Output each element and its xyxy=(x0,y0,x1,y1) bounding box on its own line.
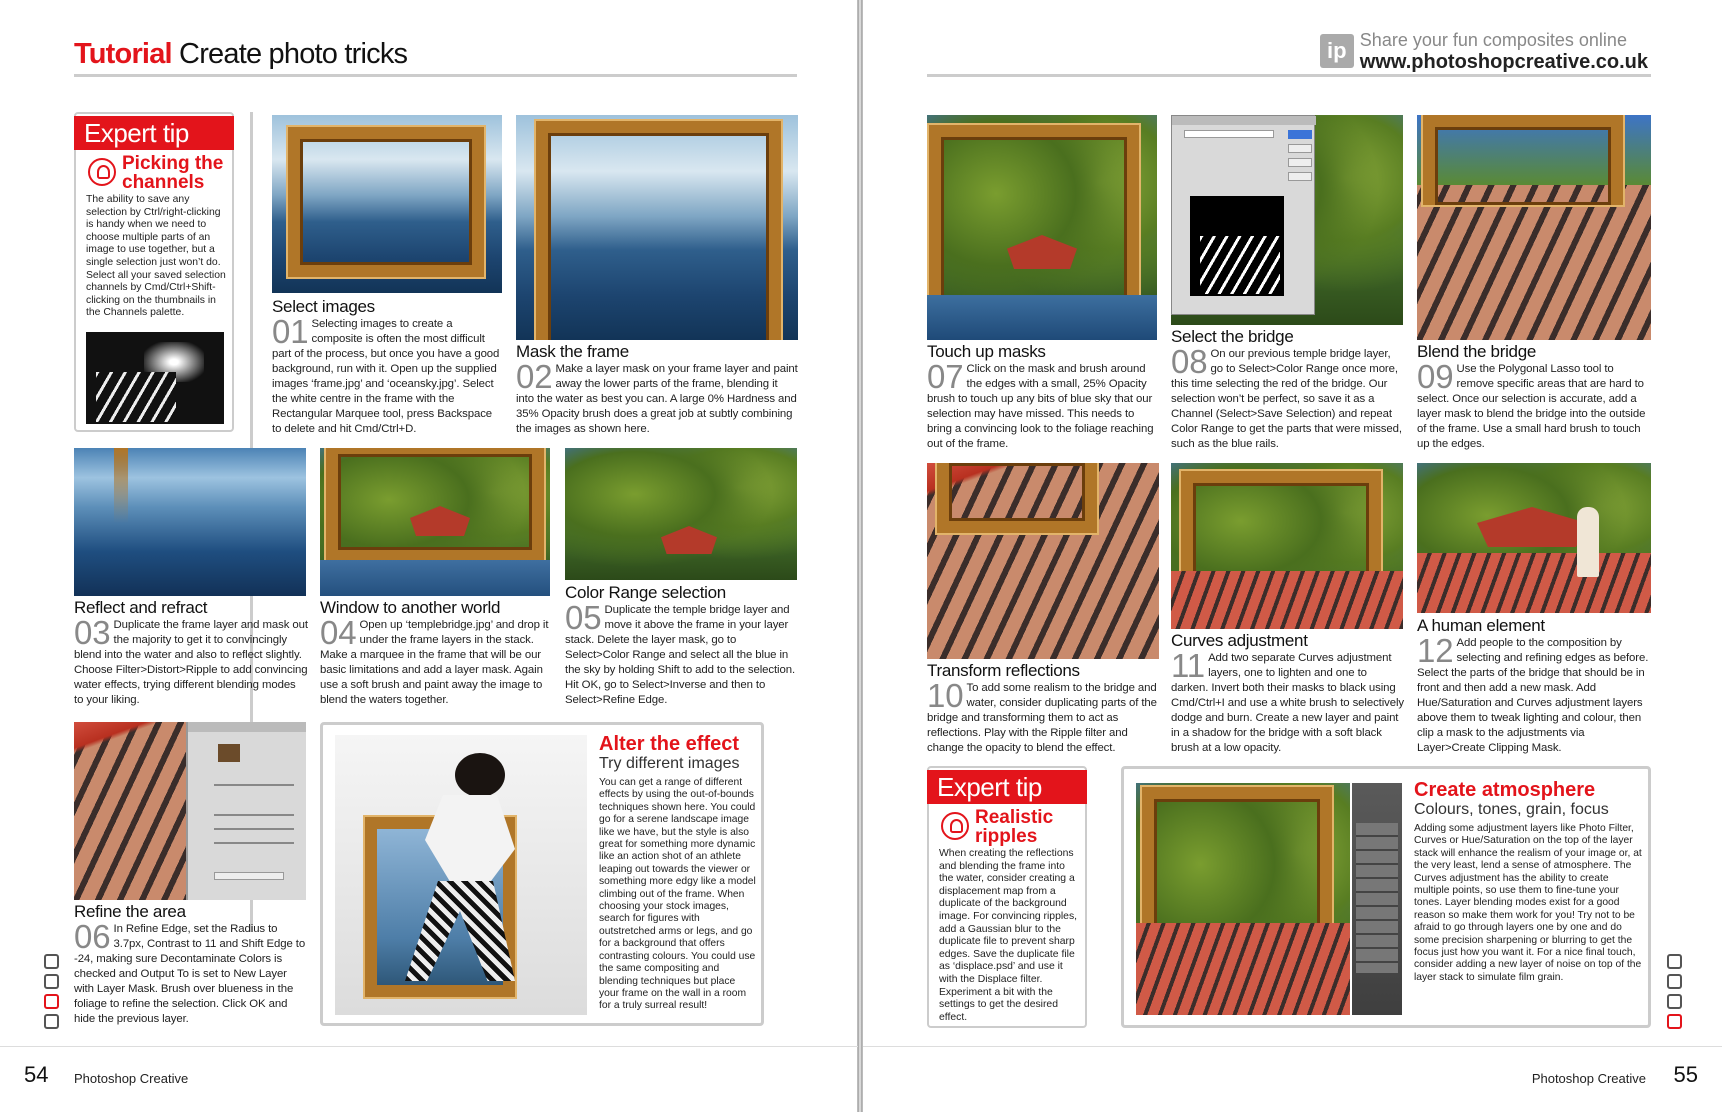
nav-square-icon[interactable] xyxy=(44,1014,59,1029)
step-07-body: Click on the mask and brush around the edges with a small, 25% Opacity brush to touch up any bits of blue sky that our selection may have missed. This needs to bring a convincing look to the foliage reaching out of the frame. xyxy=(927,363,1154,450)
nav-square-icon[interactable] xyxy=(1667,974,1682,989)
step-09-text xyxy=(1417,358,1651,452)
feature-body: You can get a range of different effects by using the out-of-bounds techniques shown here. You could go for a serene landscape image like we have, but the style is also great for something more dynamic like an action shot of an athlete leaping out towards the viewer or something more edgy like a model climbing out of the frame. When choosing your stock images, search for figures with outstretched arms or legs, and go for a background that offers contrasting colours. You could use the same compositing and blending techniques but place your frame on the wall in a room for a truly surreal result! xyxy=(599,777,756,1012)
tip-body: The ability to save any selection by Ctrl/right-clicking is handy when we need to choose multiple parts of an image to use together, but a single selection just won’t do. Select all your saved selection channels by Cmd/Ctrl+Shift-clicking on the thumbnails in the Channels palette. xyxy=(86,194,226,319)
step-08-text xyxy=(1171,343,1405,452)
page-number-right: 55 xyxy=(1673,1062,1698,1087)
expert-tip-label: Expert tip xyxy=(74,116,234,150)
share-text: Share your fun composites online xyxy=(1359,30,1627,50)
step-01-title: Select images xyxy=(272,297,375,316)
feature-body-right: Adding some adjustment layers like Photo Filter, Curves or Hue/Saturation on the top of the layer stack will enhance the realism of your image or, at the very least, lend a sense of atmosphere. The Curves adjustment has the ability to create multiple points, so use them to fine-tune your tones. Layer blending modes exist for a good reason so make them work for you! Try not to be afraid to go through layers one by one and do some precision sharpening or blurring to get the focus just how you want it. For a nice final touch, consider adding a new layer of noise on top of the layer stack to simulate film grain. xyxy=(1414,823,1642,983)
feature-box-create-atmosphere xyxy=(1121,766,1651,1028)
step-10-title: Transform reflections xyxy=(927,661,1080,680)
step-02-image xyxy=(516,115,798,340)
magazine-name-right: Photoshop Creative xyxy=(1531,1071,1646,1086)
header-keyword: Tutorial xyxy=(74,38,172,70)
step-03-title: Reflect and refract xyxy=(74,598,208,617)
step-01-text xyxy=(272,313,504,437)
feature-image-composite xyxy=(1136,783,1350,1015)
expert-tip-label-right: Expert tip xyxy=(927,770,1087,804)
step-02-number: 02 xyxy=(516,358,553,395)
step-11-number: 11 xyxy=(1171,647,1206,684)
step-07-number: 07 xyxy=(927,358,964,395)
feature-box-alter-effect xyxy=(320,722,764,1026)
step-12-body: Add people to the composition by selecting and refining edges as before. Select the parts of the bridge that should be in front and then add a new mask. Add Hue/Saturation and Curves adjustment layers above them to tweak lighting and colour, then clip a mask to the adjustments via Layer>Create Clipping Mask. xyxy=(1417,637,1649,754)
step-07-text xyxy=(927,358,1159,452)
nav-square-icon[interactable] xyxy=(1667,994,1682,1009)
step-11-title: Curves adjustment xyxy=(1171,631,1308,650)
layers-panel-screenshot xyxy=(1352,783,1402,1015)
feature-title-right: Create atmosphere xyxy=(1414,779,1596,801)
step-11-body: Add two separate Curves adjustment layers, one to lighten and one to darken. Invert both their masks to black using Cmd/Ctrl+I and use a white brush to selectively dodge and burn. Create a new layer and paint in a shadow for the bridge with a soft black brush at a low opacity. xyxy=(1171,652,1405,754)
tip-body-right: When creating the reflections and blending the frame into the water, consider creating a displacement map from a duplicate of the background image. For convincing ripples, add a Gaussian blur to the duplicate file to prevent sharp edges. Save the duplicate file as ‘displace.psd’ and use it with the Displace filter. Experiment a bit with the settings to get the desired effect. xyxy=(939,848,1078,1023)
header-rule xyxy=(74,74,797,77)
step-08-image xyxy=(1171,115,1403,325)
step-10-number: 10 xyxy=(927,677,964,714)
step-05-body: Duplicate the temple bridge layer and move it above the frame in your layer stack. Delete the layer mask, go to Select>Color Range and select all the blue in the sky by holding Shift to add to the selection. Hit OK, go to Select>Inverse and then to Select>Refine Edge. xyxy=(565,604,796,706)
step-01-image xyxy=(272,115,502,293)
tip-title-line2: channels xyxy=(122,172,205,193)
step-03-number: 03 xyxy=(74,614,111,651)
tip-title-line1-right: Realistic xyxy=(975,807,1054,828)
step-05-title: Color Range selection xyxy=(565,583,726,602)
website-link[interactable]: www.photoshopcreative.co.uk xyxy=(1359,51,1648,73)
step-09-title: Blend the bridge xyxy=(1417,342,1537,361)
step-03-image xyxy=(74,448,306,596)
step-12-text xyxy=(1417,632,1651,756)
step-02-body: Make a layer mask on your frame layer and paint away the lower parts of the frame, blending it into the water as best you can. A large 0% Hardness and 35% Opacity brush does a great job at subtly combining the images as shown here. xyxy=(516,363,798,435)
step-10-body: To add some realism to the bridge and water, consider duplicating parts of the bridge and transforming them to act as reflections. Play with the Ripple filter and change the opacity to blend the effect. xyxy=(927,682,1157,754)
step-04-body: Open up ‘templebridge.jpg’ and drop it under the frame layers in the stack. Make a marquee in the frame that will be our basic limitations and add a layer mask. Again use a soft brush and paint away the image to blend the waters together. xyxy=(320,619,549,706)
step-06-title: Refine the area xyxy=(74,902,186,921)
step-11-image xyxy=(1171,463,1403,629)
step-04-title: Window to another world xyxy=(320,598,501,617)
step-03-text xyxy=(74,614,308,708)
step-06-text xyxy=(74,918,308,1027)
step-10-image xyxy=(927,463,1159,659)
step-07-image xyxy=(927,115,1157,340)
step-02-title: Mask the frame xyxy=(516,342,629,361)
step-01-body: Selecting images to create a composite is often the most difficult part of the process, but once you have a good background, run with it. Open up the supplied images ‘frame.jpg’ and ‘oceansky.jpg’. Select the white centre in the frame with the Rectangular Marquee tool, press Backspace to delete and hit Cmd/Ctrl+D. xyxy=(272,318,500,435)
step-07-title: Touch up masks xyxy=(927,342,1046,361)
step-04-image xyxy=(320,448,550,596)
channels-thumbnail xyxy=(86,332,224,424)
header-title-text: Create photo tricks xyxy=(179,38,408,70)
step-12-title: A human element xyxy=(1417,616,1545,635)
refine-edge-dialog xyxy=(186,722,306,900)
step-04-number: 04 xyxy=(320,614,357,651)
feature-title: Alter the effect xyxy=(599,733,740,755)
nav-square-icon[interactable] xyxy=(44,974,59,989)
nav-square-icon[interactable] xyxy=(1667,954,1682,969)
color-range-dialog xyxy=(1171,115,1315,315)
magazine-name-left: Photoshop Creative xyxy=(74,1071,189,1086)
page-header-title xyxy=(74,38,407,71)
share-banner xyxy=(1327,30,1648,74)
step-01-number: 01 xyxy=(272,313,309,350)
step-08-number: 08 xyxy=(1171,343,1208,380)
tip-title-line1: Picking the xyxy=(122,153,224,174)
left-page xyxy=(0,0,858,1112)
step-08-title: Select the bridge xyxy=(1171,327,1294,346)
lightbulb-icon xyxy=(88,158,116,186)
step-06-body: In Refine Edge, set the Radius to 3.7px, Contrast to 11 and Shift Edge to -24, making sure Decontaminate Colors is checked and Output To is set to New Layer with Layer Mask. Brush over blueness in the foliage to refine the selection. Click OK and hide the previous layer. xyxy=(74,923,306,1025)
footer-rule xyxy=(0,1046,858,1047)
expert-tip-box xyxy=(74,112,234,432)
header-rule-right xyxy=(927,74,1651,77)
step-06-number: 06 xyxy=(74,918,111,955)
step-08-body: On our previous temple bridge layer, go to Select>Color Range once more, this time selecting the red of the bridge. Our selection won’t be perfect, so save it as a Channel (Select>Save Selection) and repeat Color Range to get the parts that were missed, such as the blue rails. xyxy=(1171,348,1402,450)
tip-title-line2-right: ripples xyxy=(975,826,1038,847)
step-06-image xyxy=(74,722,306,900)
step-02-text xyxy=(516,358,798,437)
step-11-text xyxy=(1171,647,1405,756)
step-12-image xyxy=(1417,463,1651,613)
step-10-text xyxy=(927,677,1161,756)
feature-image-model xyxy=(335,735,587,1015)
ip-logo-icon: ip xyxy=(1320,34,1354,68)
step-05-image xyxy=(565,448,797,580)
step-09-body: Use the Polygonal Lasso tool to remove specific areas that are hard to select. Once our selection is accurate, add a layer mask to blend the bridge into the outside of the frame. Use a small hard brush to touch up the edges. xyxy=(1417,363,1646,450)
expert-tip-box-right xyxy=(927,766,1087,1028)
page-number-left: 54 xyxy=(24,1062,49,1087)
footer-rule-right xyxy=(863,1046,1722,1047)
step-04-text xyxy=(320,614,552,708)
feature-subtitle-right: Colours, tones, grain, focus xyxy=(1414,801,1609,818)
step-05-number: 05 xyxy=(565,599,602,636)
feature-subtitle: Try different images xyxy=(599,755,740,772)
nav-square-icon[interactable] xyxy=(44,954,59,969)
step-12-number: 12 xyxy=(1417,632,1454,669)
nav-square-icon-active[interactable] xyxy=(44,994,59,1009)
right-page xyxy=(862,0,1722,1112)
step-09-image xyxy=(1417,115,1651,340)
step-05-text xyxy=(565,599,799,708)
step-03-body: Duplicate the frame layer and mask out the majority to get it to convincingly blend into the water and also to reflect slightly. Choose Filter>Distort>Ripple to add convincing water effects, trying different blending modes to your liking. xyxy=(74,619,308,706)
step-09-number: 09 xyxy=(1417,358,1454,395)
lightbulb-icon xyxy=(941,812,969,840)
nav-square-icon-active[interactable] xyxy=(1667,1014,1682,1029)
